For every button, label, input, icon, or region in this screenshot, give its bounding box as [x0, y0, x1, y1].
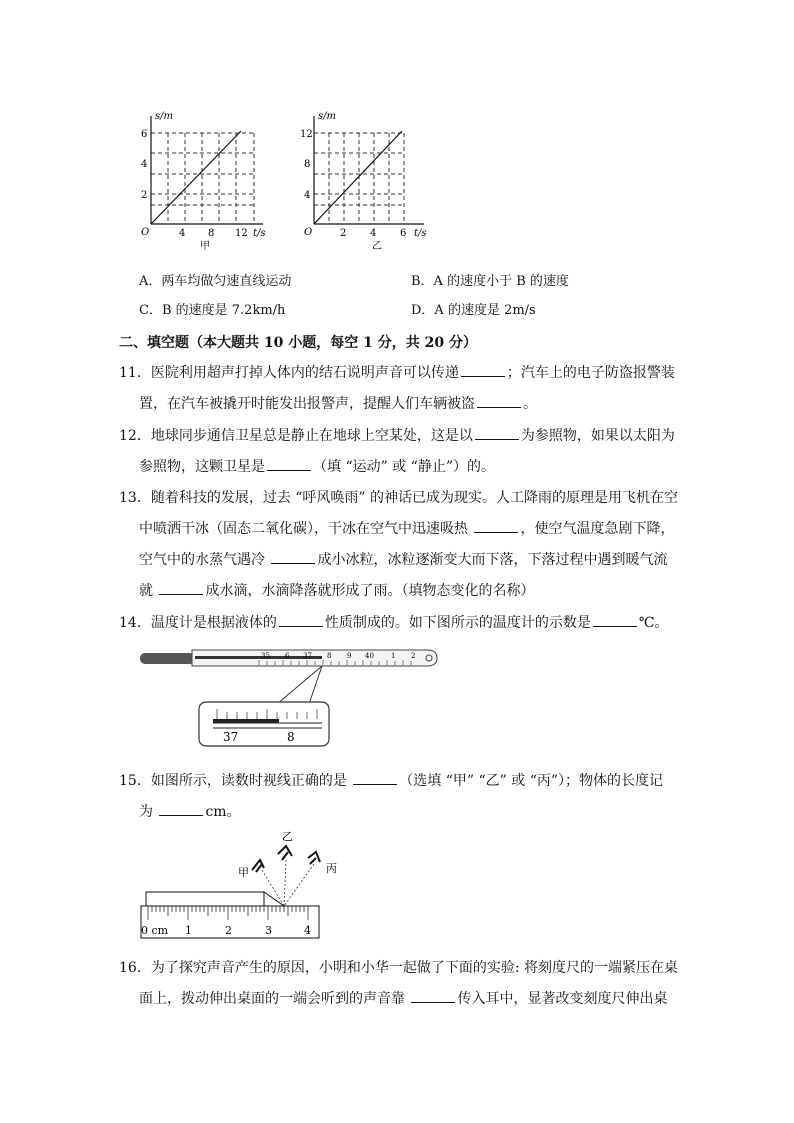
q14-text: 14．温度计是根据液体的	[119, 615, 277, 631]
answer-blank[interactable]	[477, 393, 521, 408]
graph-caption: 乙	[372, 241, 382, 252]
ruler-label: 4	[304, 924, 311, 937]
answer-blank[interactable]	[461, 362, 505, 377]
x-tick: 2	[340, 228, 347, 239]
q15-text: （选填 “甲” “乙” 或 “丙”）；物体的长度记	[399, 773, 664, 789]
q12-text: 参照物，这颗卫星是	[139, 459, 265, 475]
graph-caption: 甲	[200, 241, 210, 252]
q16-text: 传入耳中，显著改变刻度尺伸出桌	[457, 991, 668, 1007]
x-tick: 4	[179, 228, 186, 239]
ruler-label: 3	[265, 924, 272, 937]
zoom-label: 37	[223, 730, 239, 744]
zoom-label: 8	[287, 730, 295, 744]
option-b: B．A 的速度小于 B 的速度	[411, 274, 569, 289]
eye-label-bing: 丙	[326, 862, 337, 875]
eye-icon	[308, 852, 320, 864]
y-tick: 2	[141, 190, 148, 201]
q15-line2	[139, 801, 241, 822]
x-tick: 6	[400, 228, 407, 239]
q15-text: 15．如图所示，读数时视线正确的是	[119, 773, 352, 789]
thermo-scale-label: 40	[365, 652, 374, 660]
graph-jia	[138, 108, 268, 253]
q13-line4	[139, 580, 534, 601]
answer-blank[interactable]	[474, 518, 518, 533]
q12-text: 12．地球同步通信卫星总是静止在地球上空某处，这是以	[119, 428, 473, 444]
origin-label: O	[141, 227, 150, 238]
y-tick: 6	[141, 129, 148, 140]
q11-line2	[139, 393, 537, 414]
answer-blank[interactable]	[159, 580, 203, 595]
y-tick: 4	[141, 159, 148, 170]
thermo-scale-label: 1	[391, 652, 396, 660]
q14-text: 性质制成的。如下图所示的温度计的示数是	[324, 615, 591, 631]
thermo-scale-label: 37	[303, 652, 312, 660]
option-a: A．两车均做匀速直线运动	[139, 274, 292, 289]
thermo-scale-label: 2	[411, 652, 416, 660]
thermo-scale-label: 9	[347, 652, 352, 660]
y-axis-label: s/m	[155, 111, 173, 122]
x-tick: 4	[370, 228, 377, 239]
answer-blank[interactable]	[353, 770, 397, 785]
ruler-figure	[138, 824, 337, 942]
ruler-label: 1	[185, 924, 192, 937]
x-tick: 8	[208, 228, 215, 239]
section-title: 二、填空题（本大题共 10 小题，每空 1 分，共 20 分）	[119, 335, 477, 351]
q16-line2	[139, 988, 667, 1009]
q13-text: 中喷洒干冰（固态二氧化碳），干冰在空气中迅速吸热	[139, 521, 473, 537]
answer-blank[interactable]	[271, 549, 315, 564]
option-c: C．B 的速度是 7.2km/h	[139, 303, 286, 318]
thermo-scale-label: 6	[285, 652, 290, 660]
eye-icon	[278, 846, 292, 860]
answer-blank[interactable]	[267, 456, 311, 471]
q12-text: 为参照物，如果以太阳为	[520, 428, 675, 444]
q11-text: 置，在汽车被撬开时能发出报警声，提醒人们车辆被盗	[139, 396, 475, 412]
q16-text: 16．为了探究声音产生的原因，小明和小华一起做了下面的实验: 将刻度尺的一端紧压在桌	[119, 960, 678, 976]
x-tick: 12	[235, 228, 248, 239]
q11-text: ；汽车上的电子防盗报警装	[506, 365, 675, 381]
eye-label-jia: 甲	[238, 866, 249, 879]
q11-text: 。	[523, 396, 537, 412]
y-axis-label: s/m	[318, 111, 336, 122]
answer-blank[interactable]	[475, 425, 519, 440]
ruler-label: 0 cm	[141, 924, 169, 937]
thermometer-figure	[137, 646, 442, 748]
q13-text: ，使空气温度急剧下降，	[520, 521, 675, 537]
option-d: D．A 的速度是 2m/s	[411, 303, 536, 318]
q11-line1	[119, 362, 675, 383]
q13-text: 成小冰粒，冰粒逐渐变大而下落，下落过程中遇到暖气流	[317, 552, 668, 568]
y-tick: 12	[300, 129, 313, 140]
q11-text: 11．医院利用超声打掉人体内的结石说明声音可以传递	[119, 365, 459, 381]
q12-text: （填 “运动” 或 “静止”）的。	[313, 459, 495, 475]
q12-line2	[139, 456, 495, 477]
answer-blank[interactable]	[279, 612, 323, 627]
q13-text: 成水滴，水滴降落就形成了雨。（填物态变化的名称）	[205, 583, 535, 599]
q13-text: 空气中的水蒸气遇冷	[139, 552, 270, 568]
answer-blank[interactable]	[411, 988, 455, 1003]
thermo-scale-label: 35	[261, 652, 270, 660]
x-axis-label: t/s	[414, 228, 427, 239]
q15-text: cm。	[205, 804, 241, 820]
origin-label: O	[304, 227, 313, 238]
q15-text: 为	[139, 804, 158, 820]
q13-line2	[139, 518, 674, 539]
thermo-scale-label: 8	[327, 652, 332, 660]
q13-line3	[139, 549, 667, 570]
ruler-label: 2	[225, 924, 232, 937]
q14-text: ℃。	[638, 615, 669, 631]
graph-yi	[296, 108, 436, 253]
q13-text: 13．随着科技的发展，过去 “呼风唤雨” 的神话已成为现实。人工降雨的原理是用飞机在空	[119, 490, 679, 506]
q14-line1	[119, 612, 669, 633]
eye-label-yi: 乙	[282, 830, 293, 843]
answer-blank[interactable]	[593, 612, 637, 627]
q16-text: 面上，拨动伸出桌面的一端会听到的声音靠	[139, 991, 410, 1007]
y-tick: 8	[304, 159, 311, 170]
q13-text: 就	[139, 583, 158, 599]
y-tick: 4	[304, 190, 311, 201]
q13-line1	[119, 488, 678, 508]
q12-line1	[119, 425, 675, 446]
x-axis-label: t/s	[253, 228, 266, 239]
q16-line1	[119, 958, 678, 978]
q15-line1	[119, 770, 663, 791]
answer-blank[interactable]	[159, 801, 203, 816]
